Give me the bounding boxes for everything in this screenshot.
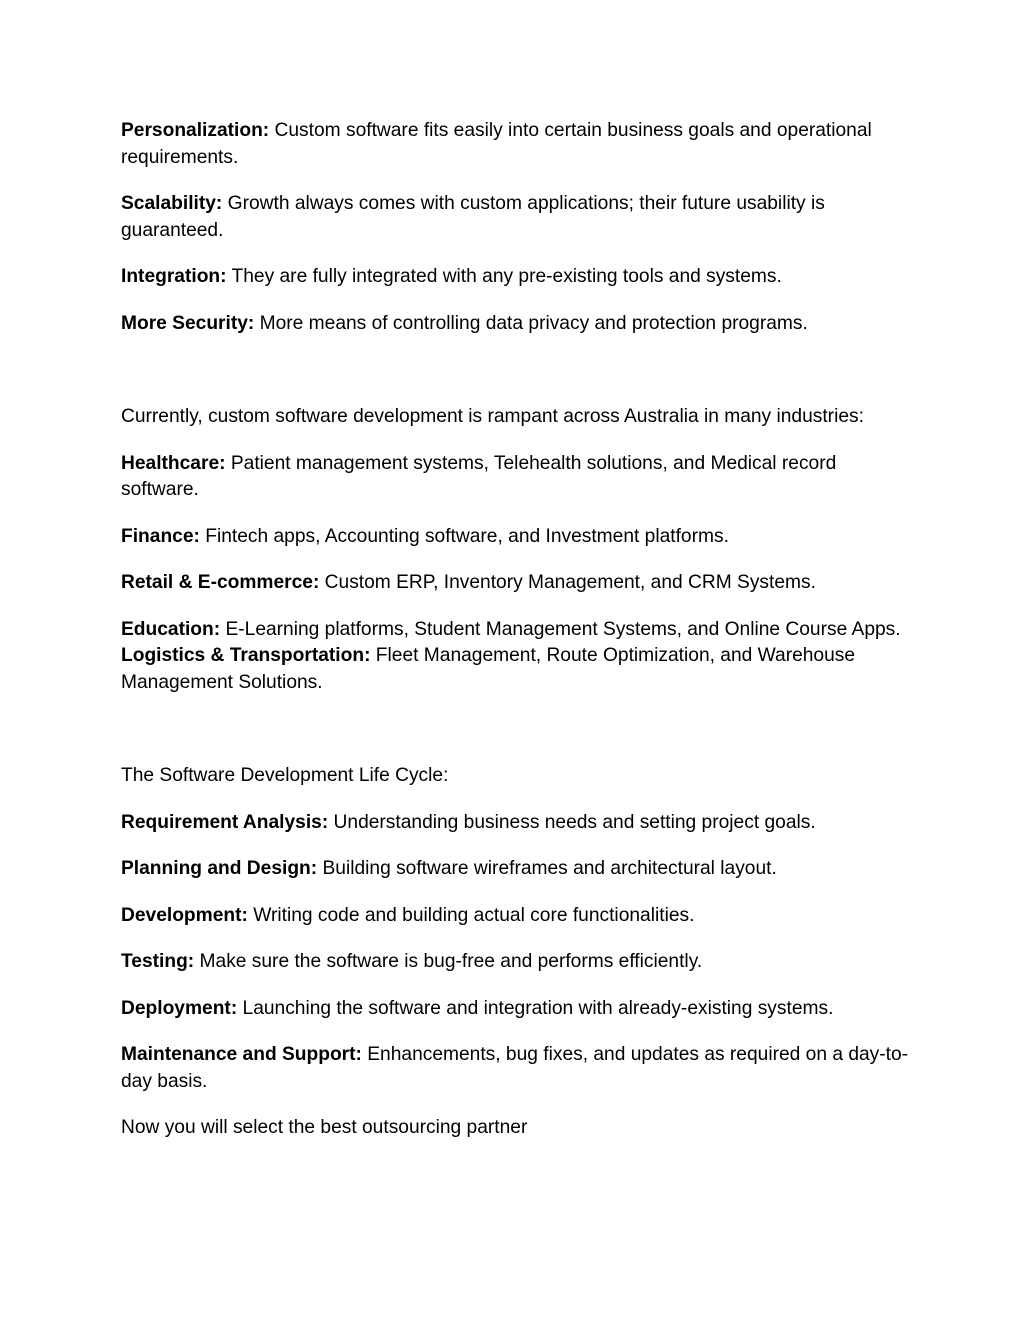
industry-term: Retail & E-commerce:: [121, 572, 320, 593]
benefits-section: [121, 118, 911, 337]
industry-logistics: [121, 643, 911, 696]
benefit-security: [121, 311, 911, 338]
benefit-text: Growth always comes with custom applications; their future usability is guaranteed.: [121, 193, 825, 241]
industry-text: Fleet Management, Route Optimization, and Warehouse Management Solutions.: [121, 645, 856, 693]
industry-term: Education:: [121, 618, 221, 640]
industries-intro: Currently, custom software development is rampant across Australia in many industries:: [121, 406, 864, 427]
sdlc-step-planning: [121, 856, 911, 883]
sdlc-text: Launching the software and integration with already-existing systems.: [237, 997, 834, 1019]
sdlc-text: Make sure the software is bug-free and performs efficiently.: [194, 951, 703, 972]
benefit-integration: [121, 264, 911, 291]
industry-term: Healthcare:: [121, 452, 226, 474]
sdlc-text: Writing code and building actual core functionalities.: [247, 904, 695, 926]
industry-education: [121, 617, 911, 644]
sdlc-step-development: [121, 903, 911, 930]
sdlc-term: Maintenance and Support:: [121, 1044, 362, 1065]
benefit-text: More means of controlling data privacy and protection programs.: [254, 312, 808, 334]
benefit-personalization: [121, 118, 911, 171]
benefit-term: Personalization:: [121, 120, 270, 141]
sdlc-step-deployment: [121, 996, 911, 1023]
sdlc-text: Understanding business needs and setting project goals.: [328, 811, 816, 833]
sdlc-term: Requirement Analysis:: [121, 811, 329, 833]
sdlc-step-maintenance: [121, 1042, 911, 1095]
sdlc-step-testing: [121, 949, 911, 976]
benefit-term: Integration:: [121, 266, 227, 287]
sdlc-term: Testing:: [121, 951, 195, 972]
sdlc-step-requirements: [121, 810, 911, 837]
benefit-text: Custom software fits easily into certain business goals and operational requirements.: [121, 120, 872, 168]
benefit-term: Scalability:: [121, 193, 223, 214]
sdlc-text: Building software wireframes and architectural layout.: [317, 858, 777, 879]
benefit-term: More Security:: [121, 312, 255, 334]
industry-text: Custom ERP, Inventory Management, and CRM Systems.: [319, 572, 816, 593]
sdlc-term: Development:: [121, 904, 248, 926]
section-gap: [121, 357, 911, 404]
sdlc-term: Deployment:: [121, 997, 238, 1019]
section-gap: [121, 716, 911, 763]
industry-term: Logistics & Transportation:: [121, 645, 371, 666]
sdlc-term: Planning and Design:: [121, 858, 318, 879]
industry-text: Fintech apps, Accounting software, and Investment platforms.: [199, 525, 729, 547]
document-body: [121, 118, 911, 1162]
closing-line: Now you will select the best outsourcing partner: [121, 1117, 528, 1138]
industries-section: [121, 404, 911, 696]
sdlc-intro: The Software Development Life Cycle:: [121, 765, 449, 786]
industry-retail: [121, 570, 911, 597]
industry-text: Patient management systems, Telehealth solutions, and Medical record software.: [121, 452, 837, 500]
industry-finance: [121, 524, 911, 551]
industry-term: Finance:: [121, 525, 200, 547]
sdlc-section: [121, 763, 911, 1142]
benefit-scalability: [121, 191, 911, 244]
benefit-text: They are fully integrated with any pre-existing tools and systems.: [226, 266, 782, 287]
industry-text: E-Learning platforms, Student Management Systems, and Online Course Apps.: [220, 618, 901, 640]
sdlc-text: Enhancements, bug fixes, and updates as required on a day-to-day basis.: [121, 1044, 909, 1092]
industry-healthcare: [121, 451, 911, 504]
